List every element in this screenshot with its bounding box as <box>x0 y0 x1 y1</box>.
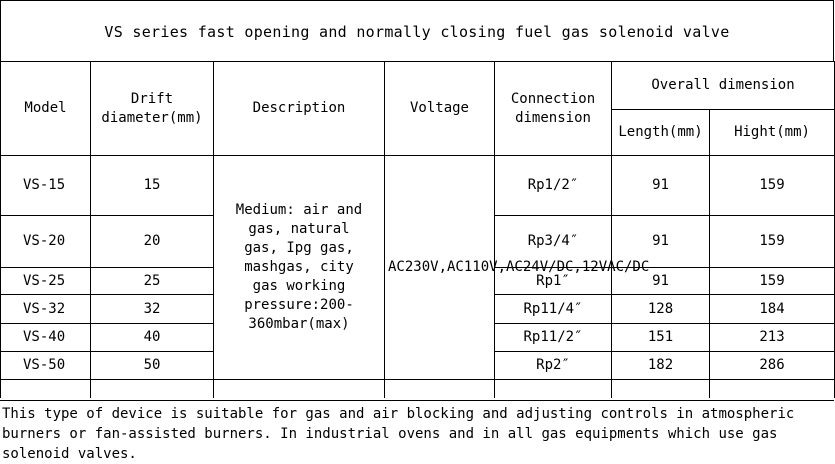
table-row <box>1 156 835 216</box>
header-voltage: Voltage <box>385 62 495 156</box>
header-connection-line2: dimension <box>515 109 591 126</box>
empty-cell <box>710 380 835 398</box>
drift-cell: 25 <box>91 268 214 295</box>
model-cell: VS-20 <box>1 216 91 268</box>
footer-note: This type of device is suitable for gas and air blocking and adjusting controls in atmospheric burners or fan-assisted burners. In industrial ovens and in all gas equipments which use gas solenoid valves. <box>0 400 834 461</box>
header-model: Model <box>1 62 91 156</box>
drift-cell: 32 <box>91 295 214 324</box>
drift-cell: 50 <box>91 352 214 380</box>
header-overall-dimension: Overall dimension <box>612 62 835 110</box>
voltage-cell: AC230V,AC110V,AC24V/DC,12VAC/DC <box>385 156 495 380</box>
empty-cell <box>385 380 495 398</box>
connection-cell: Rp1″ <box>495 268 612 295</box>
length-cell: 128 <box>612 295 710 324</box>
header-length: Length(mm) <box>612 110 710 156</box>
header-description: Description <box>214 62 385 156</box>
header-drift-line1: Drift <box>130 90 174 107</box>
empty-cell <box>495 380 612 398</box>
spec-table <box>0 61 835 398</box>
model-cell: VS-50 <box>1 352 91 380</box>
empty-cell <box>91 380 214 398</box>
model-cell: VS-40 <box>1 324 91 352</box>
length-cell: 91 <box>612 156 710 216</box>
header-drift-diameter <box>91 62 214 156</box>
height-cell: 159 <box>710 216 835 268</box>
header-height: Hight(mm) <box>710 110 835 156</box>
height-cell: 159 <box>710 268 835 295</box>
connection-cell: Rp3/4″ <box>495 216 612 268</box>
length-cell: 91 <box>612 216 710 268</box>
header-row-1 <box>1 62 835 110</box>
length-cell: 151 <box>612 324 710 352</box>
empty-cell <box>1 380 91 398</box>
header-drift-line2: diameter(mm) <box>101 109 203 126</box>
empty-cell <box>612 380 710 398</box>
model-cell: VS-32 <box>1 295 91 324</box>
height-cell: 286 <box>710 352 835 380</box>
connection-cell: Rp11/4″ <box>495 295 612 324</box>
connection-cell: Rp11/2″ <box>495 324 612 352</box>
model-cell: VS-15 <box>1 156 91 216</box>
model-cell: VS-25 <box>1 268 91 295</box>
drift-cell: 20 <box>91 216 214 268</box>
empty-cell <box>214 380 385 398</box>
height-cell: 184 <box>710 295 835 324</box>
length-cell: 182 <box>612 352 710 380</box>
height-cell: 159 <box>710 156 835 216</box>
height-cell: 213 <box>710 324 835 352</box>
description-cell: Medium: air and gas, natural gas, Ipg gas, mashgas, city gas working pressure:200-360mbar(max) <box>214 156 385 380</box>
length-cell: 91 <box>612 268 710 295</box>
connection-cell: Rp1/2″ <box>495 156 612 216</box>
connection-cell: Rp2″ <box>495 352 612 380</box>
header-connection-line1: Connection <box>510 90 596 107</box>
header-connection <box>495 62 612 156</box>
drift-cell: 40 <box>91 324 214 352</box>
drift-cell: 15 <box>91 156 214 216</box>
table-title: VS series fast opening and normally closing fuel gas solenoid valve <box>0 0 834 62</box>
empty-row <box>1 380 835 398</box>
